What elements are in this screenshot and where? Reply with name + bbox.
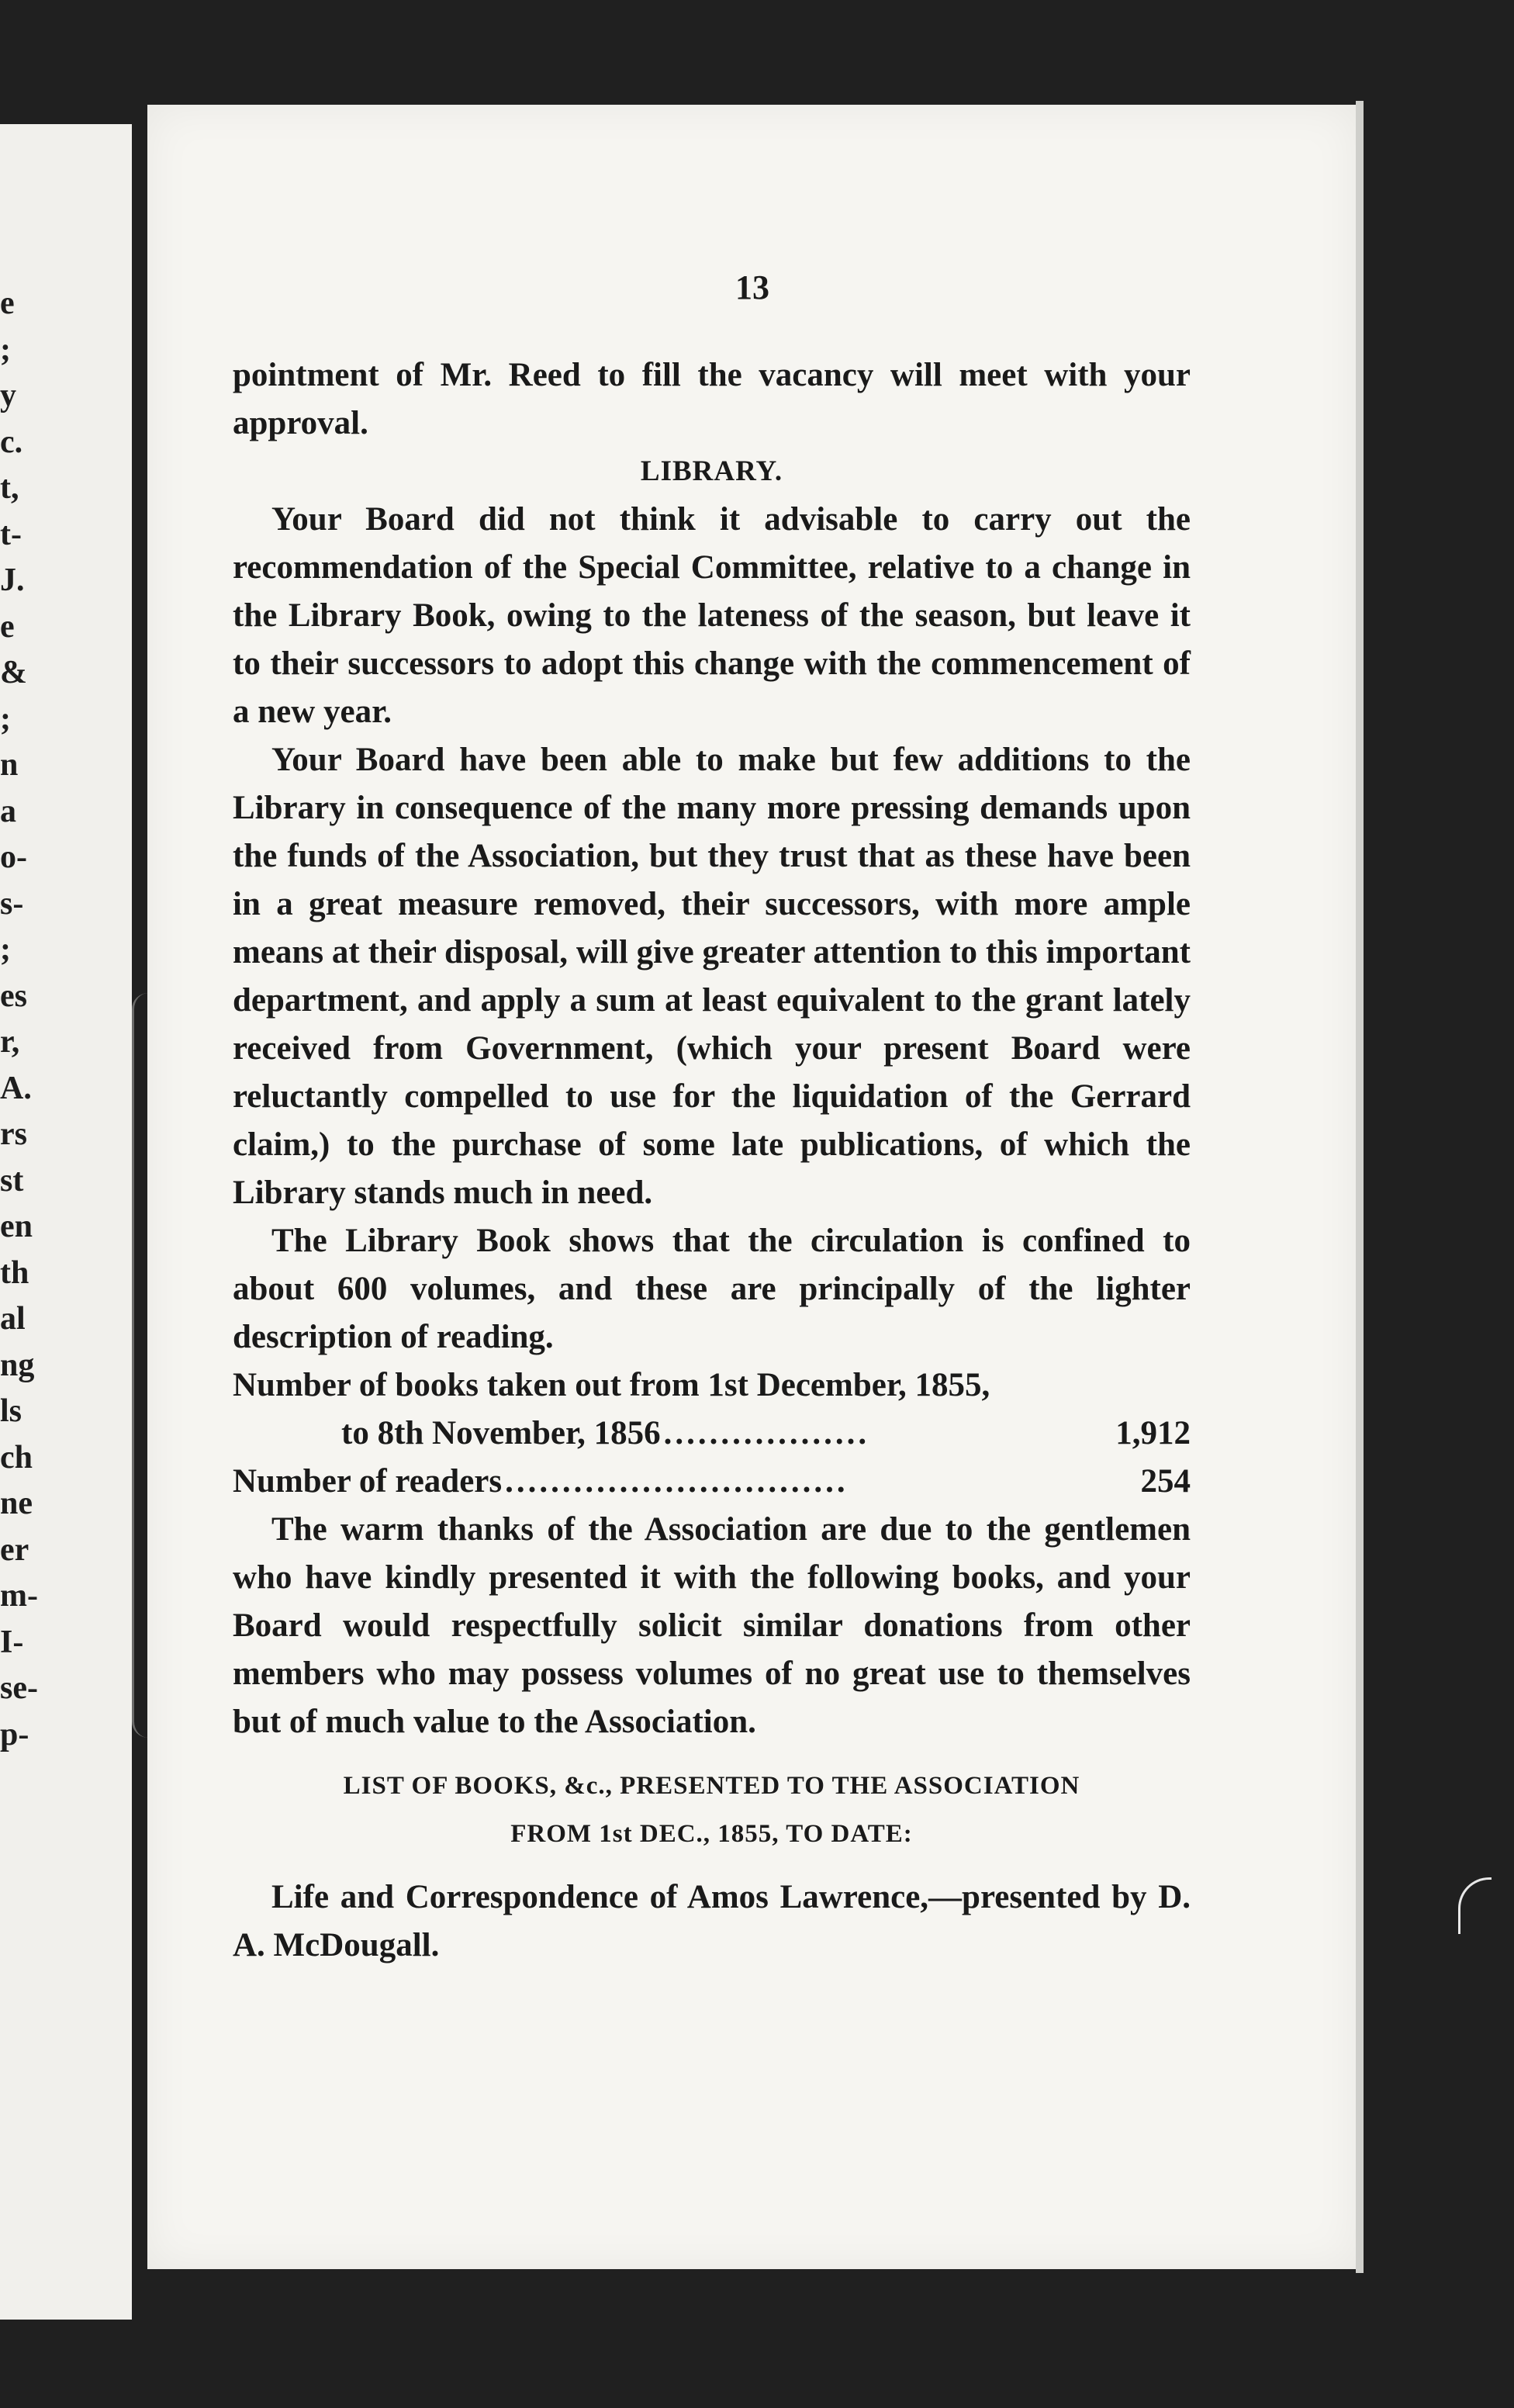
paragraph-circulation: The Library Book shows that the circulation is confined to about 600 volumes, and these are principally of the lighter description of reading.	[233, 1223, 1191, 1355]
facing-page-fragment: en	[0, 1209, 33, 1244]
facing-page-fragment: s-	[0, 885, 24, 922]
paragraph-special-committee: Your Board did not think it advisable to carry out the recommendation of the Special Committee, relative to a change in the Library Book, owing to the lateness of the season, but leave it to their successors to adopt this change with the commencement of a new year.	[233, 501, 1191, 730]
section-heading-library: LIBRARY.	[640, 455, 783, 487]
paragraph-thanks: The warm thanks of the Association are due to the gentlemen who have kindly presented it with the following books, and your Board would respectfully solicit similar donations from other members who may possess volumes of no great use to themselves but of much value to the Association.	[233, 1511, 1191, 1740]
facing-page-fragment: e	[0, 608, 15, 645]
facing-page-fragment: c.	[0, 424, 23, 460]
gutter-shadow	[132, 993, 148, 1738]
page-body	[233, 351, 1191, 1970]
facing-page-fragment: y	[0, 378, 16, 413]
stat-books-value: 1,912	[1115, 1415, 1191, 1451]
stat-readers-leader: ..............................	[505, 1463, 849, 1500]
stat-readers-label: Number of readers	[233, 1463, 503, 1500]
stat-books-row	[233, 1410, 1191, 1458]
facing-page-fragment: t-	[0, 516, 22, 552]
facing-page-fragment: ls	[0, 1393, 22, 1429]
facing-page-fragment: A.	[0, 1070, 32, 1106]
facing-page-fragment: rs	[0, 1116, 27, 1152]
facing-page-fragment: ;	[0, 331, 11, 368]
facing-page-fragment: al	[0, 1301, 26, 1337]
facing-page-fragment: se-	[0, 1670, 38, 1706]
spacer	[233, 1746, 1191, 1762]
facing-page-fragment: &	[0, 655, 27, 690]
facing-page-fragment: st	[0, 1162, 24, 1199]
facing-page-fragment: r,	[0, 1024, 20, 1060]
page-number: 13	[735, 268, 769, 306]
book-page	[147, 105, 1357, 2269]
facing-page-fragment: er	[0, 1531, 29, 1568]
stat-readers-value: 254	[1140, 1463, 1191, 1500]
stat-readers-row	[233, 1458, 1191, 1506]
facing-page-fragment: e	[0, 285, 15, 321]
facing-page-fragment: th	[0, 1254, 29, 1291]
page-edge	[1356, 101, 1364, 2273]
facing-page-fragment: n	[0, 747, 19, 783]
paragraph-additions: Your Board have been able to make but few additions to the Library in consequence of the many more pressing demands upon the funds of the Association, but they trust that as these have been in a great measure removed, their successors, with more ample means at their disposal, will give greater attention to this important department, and apply a sum at least equivalent to the grant lately received from Government, (which your present Board were reluctantly compelled to use for the liquidation of the Gerrard claim,) to the purchase of some late publications, of which the Library stands much in need.	[233, 742, 1191, 1211]
facing-page-fragment: I-	[0, 1624, 24, 1660]
facing-page-fragment: ;	[0, 932, 11, 967]
facing-page-fragment: es	[0, 977, 27, 1014]
paragraph-continuation: pointment of Mr. Reed to fill the vacancy will meet with your approval.	[233, 357, 1191, 441]
stat-books-label-line1: Number of books taken out from 1st December, 1855,	[233, 1367, 990, 1403]
stat-books-leader: ..................	[663, 1415, 870, 1451]
stat-books-label-line2: to 8th November, 1856	[341, 1415, 661, 1451]
facing-page-fragment: ;	[0, 701, 11, 737]
facing-page-sliver	[0, 124, 132, 2320]
facing-page-fragment: p-	[0, 1716, 29, 1752]
facing-page-fragment: ne	[0, 1486, 33, 1521]
facing-page-fragment: o-	[0, 839, 27, 875]
facing-page-fragment: ng	[0, 1347, 35, 1383]
facing-page-fragment: a	[0, 793, 16, 829]
facing-page-fragment: ch	[0, 1439, 33, 1476]
facing-page-fragment: t,	[0, 470, 19, 506]
list-heading-line2: FROM 1st DEC., 1855, TO DATE:	[510, 1820, 913, 1848]
list-heading-line1: LIST OF BOOKS, &c., PRESENTED TO THE ASSOCIATION	[343, 1772, 1080, 1800]
facing-page-fragment: J.	[0, 562, 25, 598]
spacer	[233, 1858, 1191, 1873]
facing-page-fragment: m-	[0, 1578, 38, 1614]
list-entry-amos-lawrence: Life and Correspondence of Amos Lawrence,—presented by D. A. McDougall.	[233, 1879, 1191, 1963]
